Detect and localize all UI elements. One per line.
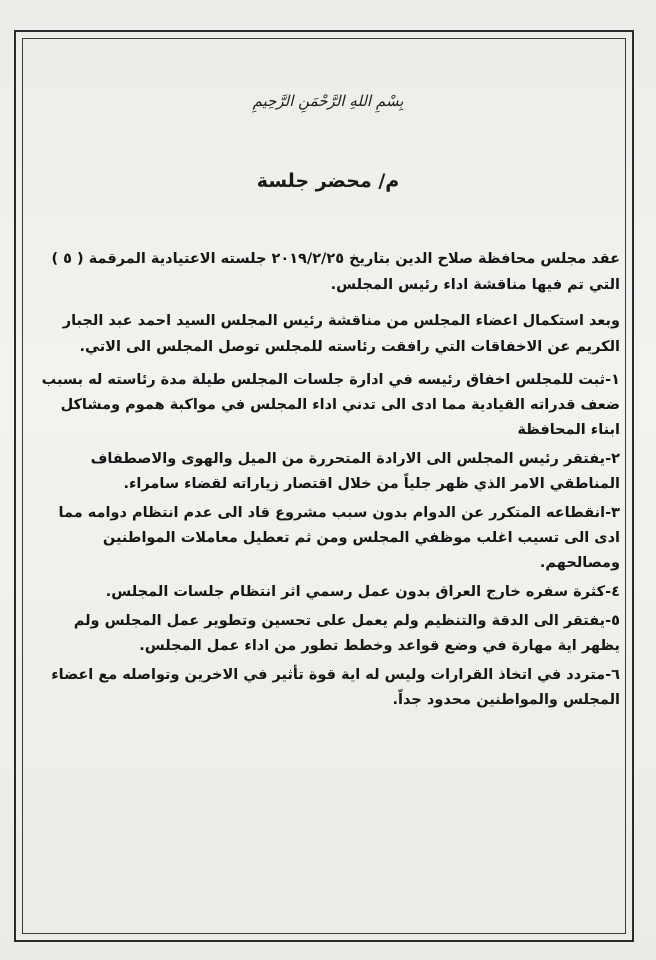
basmala-header: بِسْمِ اللهِ الرَّحْمَنِ الرَّحِيمِ [252, 92, 404, 110]
list-item-text: يفتقر الى الدقة والتنظيم ولم يعمل على تحسين وتطوير عمل المجلس ولم يظهر اية مهارة في وضع قواعد وخطط تطور من اداء عمل المجلس. [73, 613, 620, 654]
intro-paragraph: عقد مجلس محافظة صلاح الدين بتاريخ ٢٠١٩/٢/٢٥ جلسته الاعتيادية المرقمة ( ٥ ) التي تم فيها مناقشة اداء رئيس المجلس. [51, 251, 620, 293]
list-item [36, 580, 620, 605]
list-item [36, 609, 620, 659]
list-item [36, 501, 620, 576]
list-item-number: ٦- [605, 667, 620, 683]
findings-list [36, 368, 620, 717]
list-item-text: يفتقر رئيس المجلس الى الارادة المتحررة من الميل والهوى والاصطفاف المناطقي الامر الذي ظهر جلياً من خلال اقتصار زياراته لقضاء سامراء. [90, 451, 620, 492]
list-item-number: ٥- [605, 613, 620, 629]
list-item [36, 368, 620, 443]
list-item-text: انقطاعه المتكرر عن الدوام بدون سبب مشروع قاد الى عدم انتظام دوامه مما ادى الى تسيب اغلب موظفي المجلس ومن ثم تعطيل معاملات المواطنين ومصالحهم. [58, 505, 620, 571]
list-item-number: ١- [605, 372, 620, 388]
list-item-number: ٢- [605, 451, 620, 467]
list-item [36, 663, 620, 713]
list-item-number: ٣- [605, 505, 620, 521]
page-title: م/ محضر جلسة [256, 170, 400, 192]
list-item [36, 447, 620, 497]
list-item-text: متردد في اتخاذ القرارات وليس له اية قوة تأثير في الاخرين وتواصله مع اعضاء المجلس والمواطنين محدود جداً. [51, 667, 620, 708]
list-item-number: ٤- [605, 584, 620, 600]
list-item-text: كثرة سفره خارج العراق بدون عمل رسمي اثر انتظام جلسات المجلس. [105, 584, 606, 600]
list-item-text: ثبت للمجلس اخفاق رئيسه في ادارة جلسات المجلس طيلة مدة رئاسته له بسبب ضعف قدراته القيادية مما ادى الى تدني اداء المجلس في مواكبة هموم ومشاكل ابناء المحافظة [41, 372, 620, 438]
findings-intro-paragraph: وبعد استكمال اعضاء المجلس من مناقشة رئيس المجلس السيد احمد عبد الجبار الكريم عن الاخفاقات التي رافقت رئاسته للمجلس توصل المجلس الى الاتي. [62, 313, 620, 355]
